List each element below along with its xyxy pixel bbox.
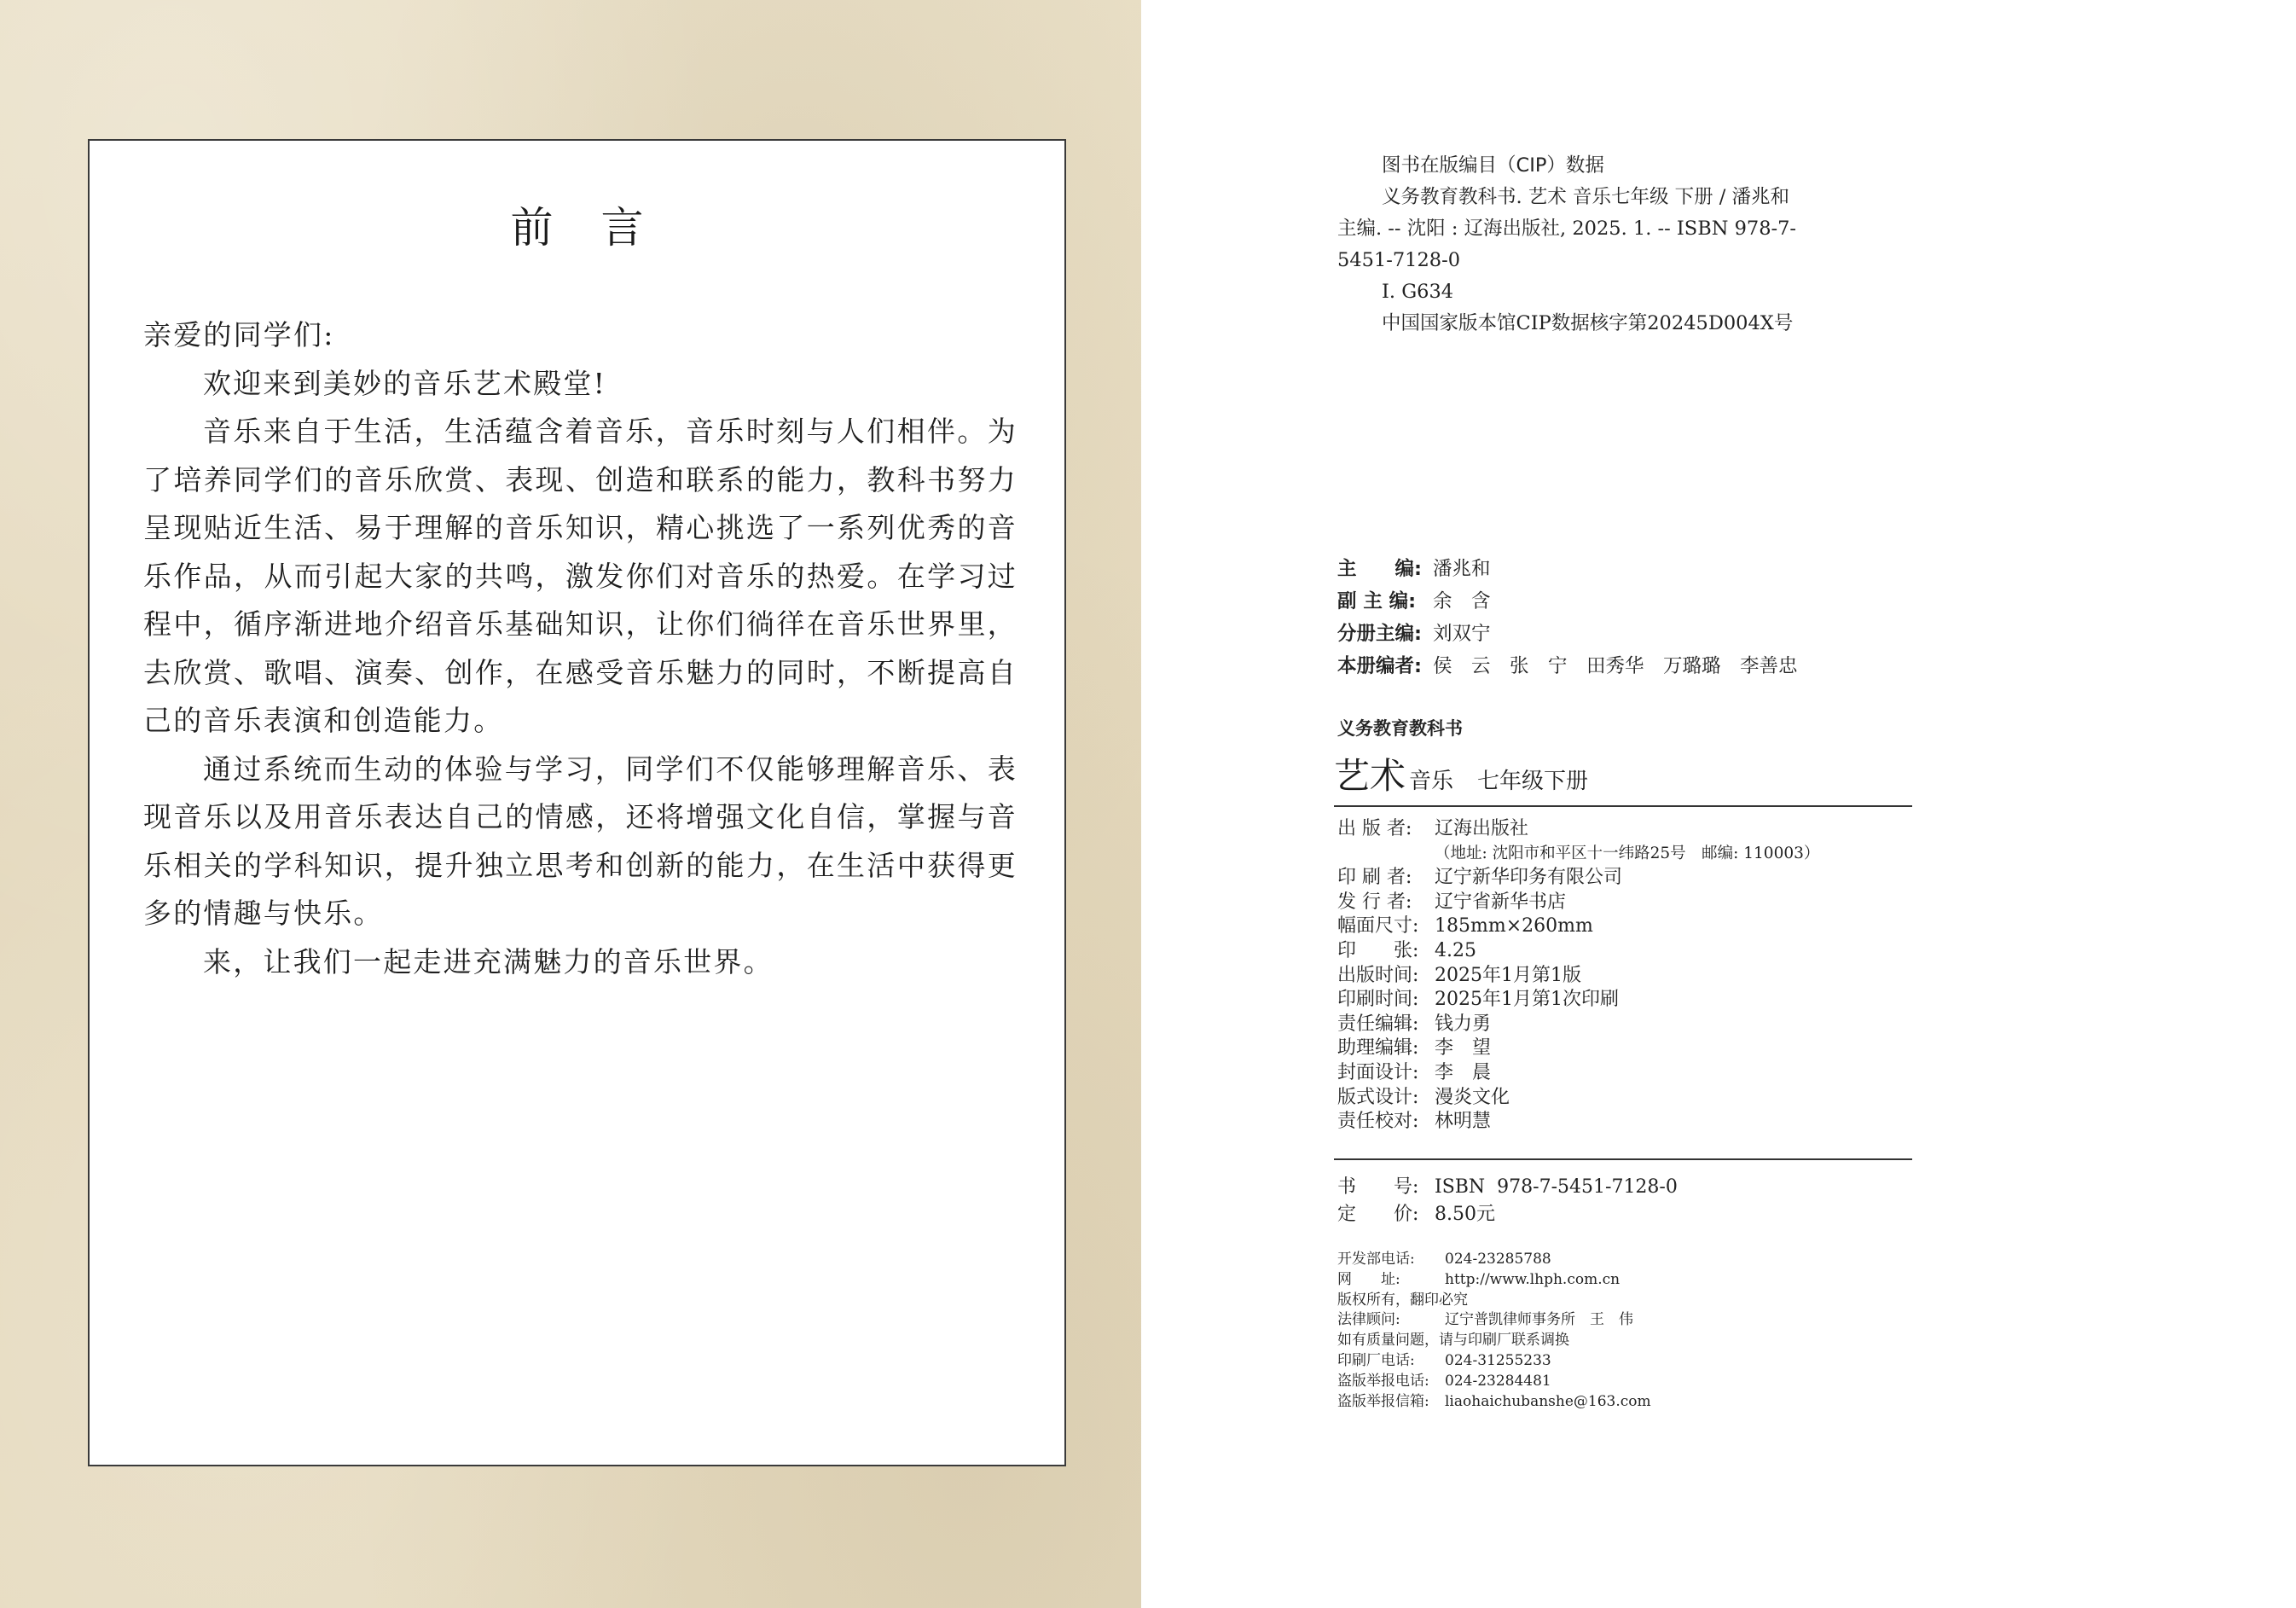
editor-value: 潘兆和 bbox=[1433, 558, 1491, 580]
editor-label: 主 编: bbox=[1337, 558, 1422, 580]
contact-row bbox=[1337, 1372, 1651, 1392]
pub-label: 印刷时间: bbox=[1337, 989, 1419, 1011]
preface-title: 前言 bbox=[510, 203, 692, 253]
contact-row bbox=[1337, 1291, 1651, 1311]
editor-row bbox=[1337, 650, 1798, 682]
contact-row bbox=[1337, 1310, 1651, 1331]
pub-row bbox=[1337, 1061, 1819, 1086]
pub-value: 漫炎文化 bbox=[1435, 1086, 1510, 1108]
pub-value: （地址: 沈阳市和平区十一纬路25号 邮编: 110003） bbox=[1435, 844, 1820, 862]
divider-bottom bbox=[1334, 1158, 1912, 1160]
contact-label: 网 址: bbox=[1337, 1270, 1400, 1288]
isbn-value: ISBN 978-7-5451-7128-0 bbox=[1435, 1176, 1678, 1198]
editor-row bbox=[1337, 553, 1798, 585]
editor-value: 刘双宁 bbox=[1433, 623, 1491, 645]
editors-block bbox=[1337, 553, 1798, 682]
pub-label: 封面设计: bbox=[1337, 1061, 1419, 1083]
pub-label: 版式设计: bbox=[1337, 1086, 1419, 1108]
pub-label: 责任编辑: bbox=[1337, 1013, 1419, 1035]
preface-frame bbox=[88, 139, 1066, 1466]
pub-row bbox=[1337, 1110, 1819, 1135]
contact-value: 024-31255233 bbox=[1445, 1351, 1551, 1369]
isbn-row bbox=[1337, 1174, 1678, 1201]
pub-value: 辽海出版社 bbox=[1435, 818, 1529, 839]
pub-label: 幅面尺寸: bbox=[1337, 915, 1419, 938]
pub-label: 出 版 者: bbox=[1337, 818, 1412, 839]
editor-value: 余 含 bbox=[1433, 590, 1491, 612]
editor-label: 副 主 编: bbox=[1337, 590, 1417, 612]
contact-label: 如有质量问题，请与印刷厂联系调换 bbox=[1337, 1332, 1569, 1350]
isbn-block bbox=[1337, 1174, 1678, 1228]
pub-label: 责任校对: bbox=[1337, 1111, 1419, 1133]
contact-block bbox=[1337, 1250, 1651, 1412]
pub-label: 印 张: bbox=[1337, 939, 1419, 961]
copyright-page bbox=[1141, 0, 2296, 1608]
preface-paragraph: 音乐来自于生活，生活蕴含着音乐，音乐时刻与人们相伴。为了培养同学们的音乐欣赏、表现、创造和联系的能力，教科书努力呈现贴近生活、易于理解的音乐知识，精心挑选了一系列优秀的音乐作品，从而引起大家的共鸣，激发你们对音乐的热爱。在学习过程中，循序渐进地介绍音乐基础知识，让你们徜徉在音乐世界里，去欣赏、歌唱、演奏、创作，在感受音乐魅力的同时，不断提高自己的音乐表演和创造能力。 bbox=[143, 415, 1018, 737]
contact-row bbox=[1337, 1331, 1651, 1351]
pub-row bbox=[1337, 964, 1819, 989]
cip-line: 主编. -- 沈阳 : 辽海出版社, 2025. 1. -- ISBN 978-7- bbox=[1337, 218, 1797, 240]
price-row bbox=[1337, 1201, 1678, 1228]
contact-row bbox=[1337, 1351, 1651, 1372]
pub-label: 发 行 者: bbox=[1337, 891, 1412, 913]
pub-address bbox=[1337, 842, 1819, 867]
pub-value: 钱力勇 bbox=[1435, 1013, 1492, 1035]
editor-row bbox=[1337, 618, 1798, 650]
preface-body bbox=[143, 311, 1018, 986]
contact-row bbox=[1337, 1250, 1651, 1270]
pub-row bbox=[1337, 891, 1819, 915]
preface-paragraph: 来，让我们一起走进充满魅力的音乐世界。 bbox=[203, 944, 774, 978]
contact-label: 印刷厂电话: bbox=[1337, 1351, 1415, 1369]
book-title bbox=[1334, 748, 1588, 799]
pub-row bbox=[1337, 939, 1819, 964]
cip-line: Ⅰ. G634 bbox=[1382, 281, 1454, 303]
pub-value: 林明慧 bbox=[1435, 1111, 1492, 1133]
cip-line: 义务教育教科书. 艺术 音乐七年级 下册 / 潘兆和 bbox=[1382, 186, 1789, 208]
contact-value: liaohaichubanshe@163.com bbox=[1445, 1392, 1651, 1410]
series-name: 义务教育教科书 bbox=[1337, 718, 1463, 739]
editor-value: 侯 云 张 宁 田秀华 万璐璐 李善忠 bbox=[1433, 655, 1798, 677]
publication-info bbox=[1337, 817, 1819, 1135]
pub-value: 2025年1月第1版 bbox=[1435, 964, 1581, 986]
cip-block bbox=[1337, 150, 1934, 340]
pub-label: 印 刷 者: bbox=[1337, 867, 1412, 889]
pub-value: 2025年1月第1次印刷 bbox=[1435, 989, 1619, 1011]
cip-title: 图书在版编目（CIP）数据 bbox=[1382, 154, 1604, 177]
editor-row bbox=[1337, 585, 1798, 618]
pub-label: 助理编辑: bbox=[1337, 1037, 1419, 1059]
contact-label: 版权所有，翻印必究 bbox=[1337, 1291, 1468, 1309]
contact-value: 024-23284481 bbox=[1445, 1372, 1551, 1390]
price-value: 8.50元 bbox=[1435, 1204, 1495, 1225]
pub-value: 4.25 bbox=[1435, 939, 1476, 961]
editor-label: 本册编者: bbox=[1337, 655, 1422, 677]
contact-label: 盗版举报信箱: bbox=[1337, 1392, 1429, 1410]
book-title-main: 艺术 bbox=[1334, 755, 1406, 797]
pub-row bbox=[1337, 817, 1819, 842]
contact-label: 盗版举报电话: bbox=[1337, 1372, 1429, 1390]
pub-row bbox=[1337, 866, 1819, 891]
preface-page bbox=[0, 0, 1141, 1608]
pub-row bbox=[1337, 1013, 1819, 1037]
pub-value: 185mm×260mm bbox=[1435, 915, 1593, 938]
pub-row bbox=[1337, 988, 1819, 1013]
pub-row bbox=[1337, 914, 1819, 939]
preface-greeting: 亲爱的同学们: bbox=[143, 318, 335, 351]
pub-value: 李 晨 bbox=[1435, 1061, 1492, 1083]
price-label: 定 价: bbox=[1337, 1204, 1419, 1225]
preface-paragraph: 通过系统而生动的体验与学习，同学们不仅能够理解音乐、表现音乐以及用音乐表达自己的情感，还将增强文化自信，掌握与音乐相关的学科知识，提升独立思考和创新的能力，在生活中获得更多的情趣与快乐。 bbox=[143, 752, 1018, 930]
pub-value: 辽宁新华印务有限公司 bbox=[1435, 867, 1623, 889]
pub-value: 辽宁省新华书店 bbox=[1435, 891, 1567, 913]
pub-row bbox=[1337, 1036, 1819, 1061]
divider-top bbox=[1334, 805, 1912, 807]
isbn-label: 书 号: bbox=[1337, 1176, 1419, 1198]
contact-label: 开发部电话: bbox=[1337, 1251, 1415, 1268]
book-title-grade: 七年级下册 bbox=[1477, 769, 1589, 794]
contact-value: 辽宁普凯律师事务所 王 伟 bbox=[1445, 1311, 1633, 1329]
pub-label: 出版时间: bbox=[1337, 964, 1419, 986]
book-title-sub: 音乐 bbox=[1409, 769, 1454, 794]
contact-value: 024-23285788 bbox=[1445, 1251, 1551, 1268]
contact-row bbox=[1337, 1270, 1651, 1291]
contact-row bbox=[1337, 1392, 1651, 1413]
cip-line: 5451-7128-0 bbox=[1337, 249, 1461, 271]
pub-value: 李 望 bbox=[1435, 1037, 1492, 1059]
preface-paragraph: 欢迎来到美妙的音乐艺术殿堂! bbox=[203, 366, 607, 400]
pub-row bbox=[1337, 1086, 1819, 1111]
contact-value: http://www.lhph.com.cn bbox=[1445, 1270, 1621, 1288]
contact-label: 法律顾问: bbox=[1337, 1311, 1400, 1329]
editor-label: 分册主编: bbox=[1337, 623, 1422, 645]
cip-line: 中国国家版本馆CIP数据核字第20245D004X号 bbox=[1382, 312, 1794, 334]
